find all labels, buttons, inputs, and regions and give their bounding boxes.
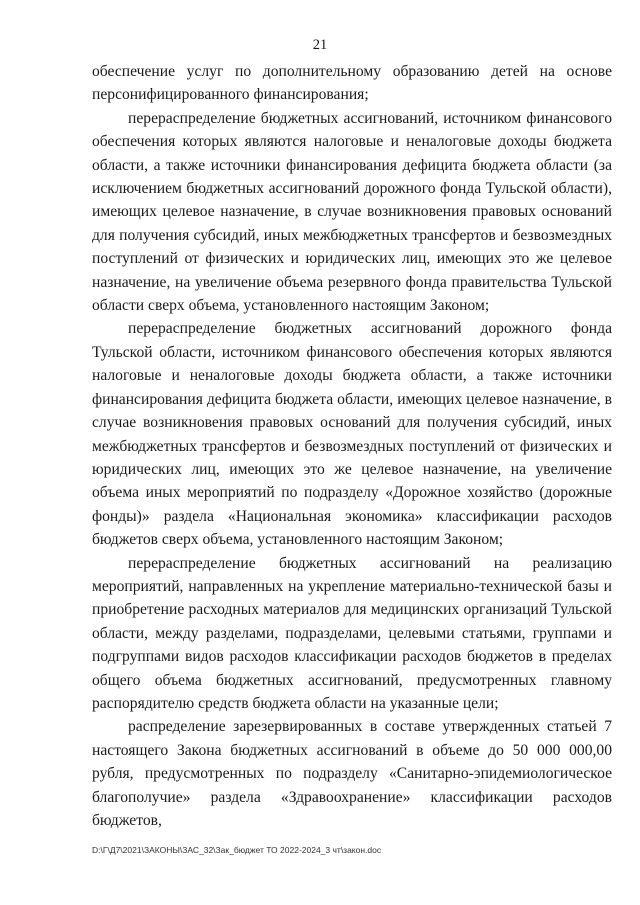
- paragraph-medical-organizations: перераспределение бюджетных ассигнований на реализацию мероприятий, направленных на укрепление материально-технической базы и приобретение расходных материалов для медицинских организаций Тульской области, между разделами, подразделами, целевыми статьями, группами и подгруппами видов расходов классификации расходов бюджетов в пределах общего объема бюджетных ассигнований, предусмотренных главному распорядителю средств бюджета области на указанные цели;: [92, 554, 612, 712]
- document-body: [92, 60, 612, 832]
- footer-file-path: D:\Г\Д7\2021\ЗАКОНЫ\ЗАС_32\Зак_бюджет ТО 2022-2024_3 чт\закон.doc: [92, 845, 382, 855]
- paragraph-reserve-fund: перераспределение бюджетных ассигнований, источником финансового обеспечения которых являются налоговые и неналоговые доходы бюджета области, а также источники финансирования дефицита бюджета области (за исключением бюджетных ассигнований дорожного фонда Тульской области), имеющих целевое назначение, в случае возникновения правовых оснований для получения субсидий, иных межбюджетных трансфертов и безвозмездных поступлений от физических и юридических лиц, имеющих это же целевое назначение, на увеличение объема резервного фонда правительства Тульской области сверх объема, установленного настоящим Законом;: [92, 109, 612, 315]
- paragraph-continuation: обеспечение услуг по дополнительному образованию детей на основе персонифицированного финансирования;: [92, 63, 612, 104]
- paragraph-reserved-allocations: распределение зарезервированных в составе утвержденных статьей 7 настоящего Закона бюджетных ассигнований в объеме до 50 000 000,00 рубля, предусмотренных по подразделу «Санитарно-эпидемиологическое благополучие» раздела «Здравоохранение» классификации расходов бюджетов,: [92, 718, 612, 829]
- page-number: 21: [312, 37, 328, 53]
- paragraph-road-fund: перераспределение бюджетных ассигнований дорожного фонда Тульской области, источником финансового обеспечения которых являются налоговые и неналоговые доходы бюджета области, а также источники финансирования дефицита бюджета области, имеющих целевое назначение, в случае возникновения правовых оснований для получения субсидий, иных межбюджетных трансфертов и безвозмездных поступлений от физических и юридических лиц, имеющих это же целевое назначение, на увеличение объема иных мероприятий по подразделу «Дорожное хозяйство (дорожные фонды)» раздела «Национальная экономика» классификации расходов бюджетов сверх объема, установленного настоящим Законом;: [92, 320, 612, 549]
